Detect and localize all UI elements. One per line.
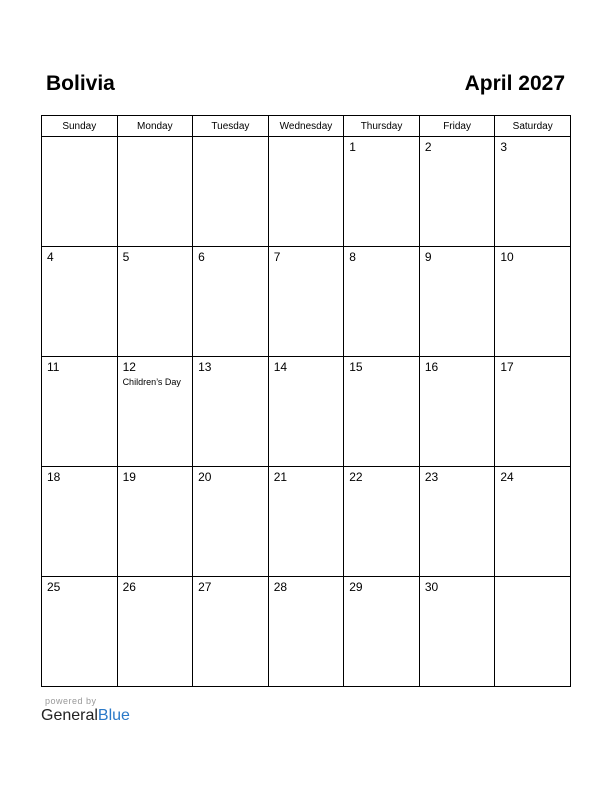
day-number: 14 (273, 360, 288, 374)
day-cell (117, 357, 193, 467)
calendar-body (42, 137, 571, 687)
day-cell (42, 247, 118, 357)
day-cell (268, 357, 344, 467)
holiday-label: Children’s Day (122, 377, 181, 387)
day-number (42, 137, 117, 141)
day-number: 21 (273, 470, 288, 484)
weekday-header: Wednesday (268, 116, 344, 137)
day-cell (419, 247, 495, 357)
day-number: 15 (349, 360, 363, 374)
day-number: 10 (500, 250, 514, 264)
day-cell (419, 467, 495, 577)
day-number: 20 (198, 470, 212, 484)
day-cell (268, 467, 344, 577)
day-number: 18 (47, 470, 61, 484)
day-cell (193, 357, 269, 467)
day-number: 2 (424, 140, 432, 154)
day-cell (117, 247, 193, 357)
day-cell (268, 577, 344, 687)
brand-blue: Blue (97, 707, 130, 724)
day-number: 29 (349, 580, 363, 594)
day-cell (344, 577, 420, 687)
day-cell (42, 467, 118, 577)
day-number: 6 (198, 250, 205, 264)
day-number: 3 (500, 140, 508, 154)
day-number: 8 (349, 250, 356, 264)
generalblue-logo (41, 707, 130, 725)
weekday-header: Friday (419, 116, 495, 137)
day-cell (193, 577, 269, 687)
day-cell (117, 577, 193, 687)
day-number: 9 (424, 250, 432, 264)
day-cell (193, 247, 269, 357)
day-number: 19 (122, 470, 136, 484)
day-number: 16 (424, 360, 439, 374)
footer-brand (41, 696, 130, 725)
day-cell (344, 467, 420, 577)
weekday-header: Thursday (344, 116, 420, 137)
week-row (42, 577, 571, 687)
weekday-header: Monday (117, 116, 193, 137)
day-number: 1 (349, 140, 356, 154)
day-cell (495, 247, 571, 357)
day-cell (344, 357, 420, 467)
day-number (193, 137, 268, 141)
day-cell (495, 137, 571, 247)
day-number: 22 (349, 470, 363, 484)
week-row (42, 137, 571, 247)
day-number: 7 (273, 250, 281, 264)
day-number: 25 (47, 580, 61, 594)
week-row (42, 247, 571, 357)
day-cell (419, 577, 495, 687)
day-number: 26 (122, 580, 136, 594)
day-cell (117, 467, 193, 577)
day-cell (42, 357, 118, 467)
day-number (495, 577, 570, 581)
day-number (269, 137, 344, 141)
day-cell (344, 137, 420, 247)
day-cell (344, 247, 420, 357)
day-number: 30 (424, 580, 439, 594)
day-cell (193, 467, 269, 577)
month-year-title: April 2027 (464, 72, 565, 95)
day-number: 28 (273, 580, 288, 594)
day-number: 4 (47, 250, 54, 264)
day-cell (419, 357, 495, 467)
day-cell (193, 137, 269, 247)
day-cell (495, 577, 571, 687)
day-cell (268, 247, 344, 357)
day-number: 27 (198, 580, 212, 594)
day-cell (42, 137, 118, 247)
calendar-grid (41, 115, 571, 687)
day-cell (268, 137, 344, 247)
weekday-header-row (42, 116, 571, 137)
weekday-header: Sunday (42, 116, 118, 137)
day-number: 17 (500, 360, 514, 374)
week-row (42, 357, 571, 467)
day-cell (495, 467, 571, 577)
weekday-header: Tuesday (193, 116, 269, 137)
day-number: 12 (122, 360, 136, 374)
day-number (118, 137, 193, 141)
day-cell (419, 137, 495, 247)
country-title: Bolivia (46, 72, 115, 95)
day-number: 11 (47, 360, 60, 374)
week-row (42, 467, 571, 577)
day-cell (495, 357, 571, 467)
day-number: 13 (198, 360, 212, 374)
day-number: 5 (122, 250, 130, 264)
day-cell (42, 577, 118, 687)
day-cell (117, 137, 193, 247)
powered-by-text: powered by (45, 696, 97, 706)
day-number: 23 (424, 470, 439, 484)
weekday-header: Saturday (495, 116, 571, 137)
day-number: 24 (500, 470, 514, 484)
brand-general: General (41, 707, 98, 724)
